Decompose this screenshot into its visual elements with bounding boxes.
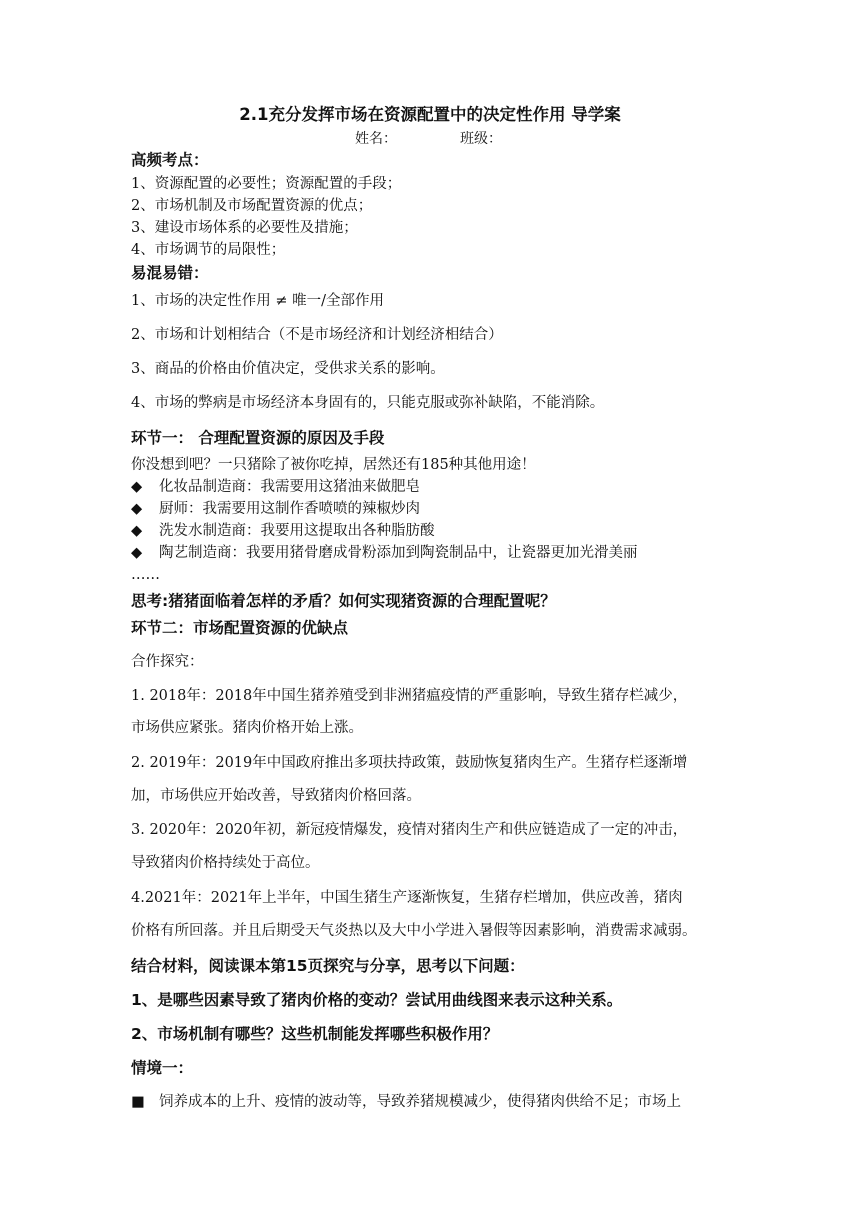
paragraph-line: 4.2021年：2021年上半年，中国生猪生产逐渐恢复，生猪存栏增加，供应改善，猪肉 — [131, 890, 683, 906]
ellipsis: …… — [131, 567, 160, 583]
paragraph-line: 加，市场供应开始改善，导致猪肉价格回落。 — [131, 788, 421, 804]
bullet-text: 洗发水制造商：我要用这提取出各种脂肪酸 — [159, 523, 435, 539]
paragraph-line: 导致猪肉价格持续处于高位。 — [131, 855, 320, 871]
name-label: 姓名： — [355, 131, 397, 147]
mistake-item: 2、市场和计划相结合（不是市场经济和计划经济相结合） — [131, 327, 503, 343]
mistake-item: 1、市场的决定性作用 ≠ 唯一/全部作用 — [131, 293, 384, 309]
paragraph-line: 3. 2020年：2020年初，新冠疫情爆发，疫情对猪肉生产和供应链造成了一定的冲击， — [131, 822, 688, 838]
section1-question: 思考:猪猪面临着怎样的矛盾？如何实现猪资源的合理配置呢？ — [131, 592, 556, 610]
question-1: 1、是哪些因素导致了猪肉价格的变动？尝试用曲线图来表示这种关系。 — [131, 991, 623, 1009]
class-label: 班级： — [460, 131, 502, 147]
bullet-text: 陶艺制造商：我要用猪骨磨成骨粉添加到陶瓷制品中，让瓷器更加光滑美丽 — [159, 545, 638, 561]
list-item — [131, 521, 435, 541]
square-bullet-icon: ■ — [131, 1094, 145, 1110]
scenario-item — [131, 1092, 681, 1112]
scenario-text: 饲养成本的上升、疫情的波动等，导致养猪规模减少，使得猪肉供给不足；市场上 — [159, 1094, 681, 1110]
bullet-text: 厨师：我需要用这制作香喷喷的辣椒炒肉 — [159, 501, 420, 517]
task-instruction: 结合材料，阅读课本第15页探究与分享，思考以下问题： — [131, 957, 525, 975]
hot-point-item: 4、市场调节的局限性； — [131, 242, 286, 258]
list-item — [131, 543, 638, 563]
page-title: 2.1充分发挥市场在资源配置中的决定性作用 导学案 — [239, 105, 621, 124]
coop-label: 合作探究： — [131, 654, 204, 670]
bullet-text: 化妆品制造商：我需要用这猪油来做肥皂 — [159, 479, 420, 495]
hot-point-item: 3、建设市场体系的必要性及措施； — [131, 220, 358, 236]
diamond-bullet-icon: ◆ — [131, 545, 143, 561]
section1-intro: 你没想到吧？一只猪除了被你吃掉，居然还有185种其他用途！ — [131, 457, 536, 473]
paragraph-line: 2. 2019年：2019年中国政府推出多项扶持政策，鼓励恢复猪肉生产。生猪存栏逐渐增 — [131, 755, 688, 771]
paragraph-line: 价格有所回落。并且后期受天气炎热以及大中小学进入暑假等因素影响，消费需求减弱。 — [131, 923, 697, 939]
list-item — [131, 477, 420, 497]
question-2: 2、市场机制有哪些？这些机制能发挥哪些积极作用？ — [131, 1025, 499, 1043]
scenario-heading: 情境一： — [131, 1059, 194, 1077]
paragraph-line: 市场供应紧张。猪肉价格开始上涨。 — [131, 720, 363, 736]
paragraph-line: 1. 2018年：2018年中国生猪养殖受到非洲猪瘟疫情的严重影响，导致生猪存栏减少， — [131, 688, 688, 704]
list-item — [131, 499, 420, 519]
hot-points-heading: 高频考点： — [131, 151, 209, 169]
mistake-item: 3、商品的价格由价值决定，受供求关系的影响。 — [131, 361, 445, 377]
mistakes-heading: 易混易错： — [131, 264, 209, 282]
diamond-bullet-icon: ◆ — [131, 523, 143, 539]
section1-heading: 环节一： 合理配置资源的原因及手段 — [131, 429, 385, 447]
diamond-bullet-icon: ◆ — [131, 479, 143, 495]
hot-point-item: 2、市场机制及市场配置资源的优点； — [131, 198, 373, 214]
section2-heading: 环节二：市场配置资源的优缺点 — [131, 619, 349, 637]
mistake-item: 4、市场的弊病是市场经济本身固有的，只能克服或弥补缺陷，不能消除。 — [131, 395, 605, 411]
diamond-bullet-icon: ◆ — [131, 501, 143, 517]
hot-point-item: 1、资源配置的必要性；资源配置的手段； — [131, 176, 402, 192]
